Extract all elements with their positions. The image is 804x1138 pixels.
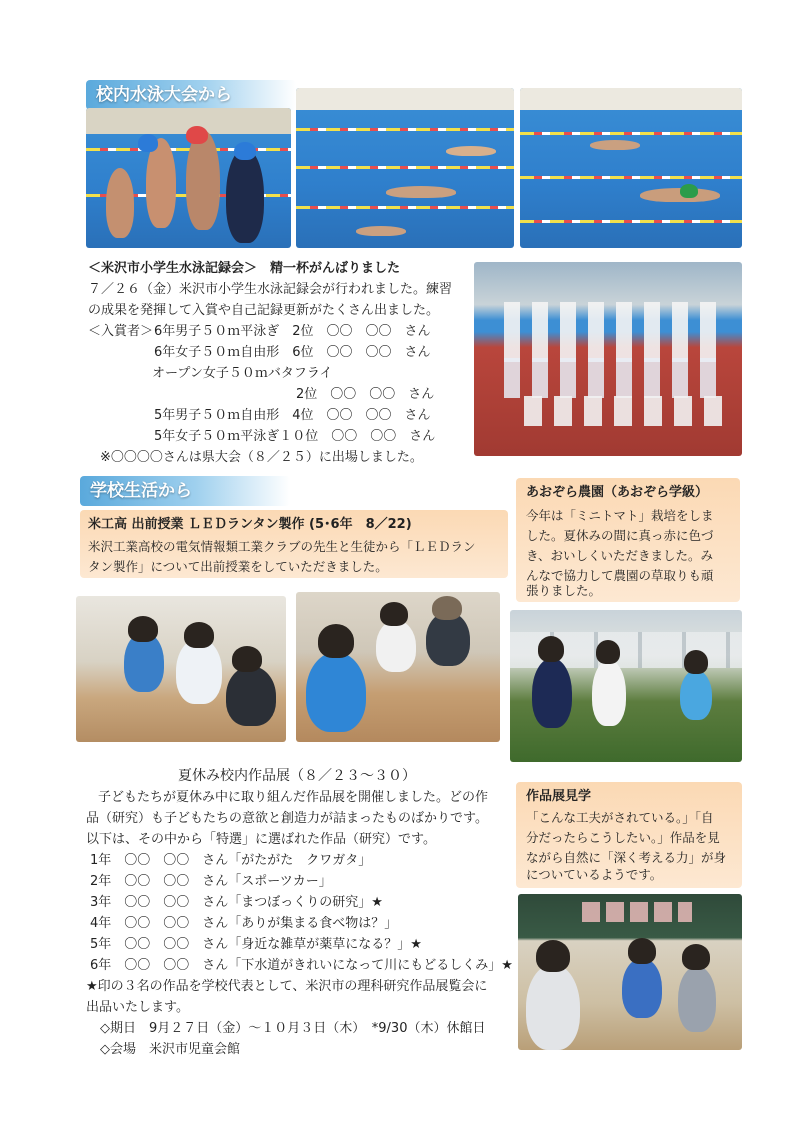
swim-banner-label: 校内水泳大会から xyxy=(96,85,232,105)
farm-line: 張りました。 xyxy=(526,583,602,598)
swim-body-line-1: ７／２６（金）米沢市小学生水泳記録会が行われました。練習 xyxy=(88,282,453,297)
exhibit-work: 4年 〇〇 〇〇 さん「ありが集まる食べ物は？」 xyxy=(90,916,398,931)
awards-label: ＜入賞者＞ xyxy=(88,324,154,339)
award-item: 6年男子５０ｍ平泳ぎ 2位 〇〇 〇〇 さん xyxy=(154,324,431,339)
exhibit-work: 3年 〇〇 〇〇 さん「まつぼっくりの研究」★ xyxy=(90,895,383,910)
exhibit-star-note: 出品いたします。 xyxy=(86,1000,189,1015)
exhibit-visit-line: 分だったらこうしたい。」作品を見 xyxy=(526,830,720,845)
award-item: オープン女子５０ｍバタフライ xyxy=(152,366,333,381)
farm-card xyxy=(516,478,740,602)
led-workshop-photo-2 xyxy=(296,592,500,742)
school-section-banner xyxy=(80,476,290,506)
exhibit-work: 5年 〇〇 〇〇 さん「身近な雑草が薬草になる？」★ xyxy=(90,937,422,952)
swim-team-photo xyxy=(474,262,742,456)
swimmers-photo-1 xyxy=(296,88,514,248)
exhibit-work: 1年 〇〇 〇〇 さん「がたがた クワガタ」 xyxy=(90,853,372,868)
led-workshop-card xyxy=(80,510,508,578)
farm-photo xyxy=(510,610,742,762)
exhibit-star-note: ★印の３名の作品を学校代表として、米沢市の理科研究作品展覧会に xyxy=(86,979,488,994)
farm-line: んなで協力して農園の草取りも頑 xyxy=(526,568,714,583)
exhibit-intro-line: 子どもたちが夏休み中に取り組んだ作品展を開催しました。どの作 xyxy=(98,790,489,805)
exhibit-visit-line: についているようです。 xyxy=(526,867,663,882)
exhibit-visit-title: 作品展見学 xyxy=(526,789,592,804)
exhibit-venue: ◇会場 米沢市児童会館 xyxy=(100,1042,240,1057)
award-item: 5年男子５０ｍ自由形 4位 〇〇 〇〇 さん xyxy=(154,408,431,423)
school-banner-label: 学校生活から xyxy=(90,481,192,501)
exhibit-work: 2年 〇〇 〇〇 さん「スポーツカー」 xyxy=(90,874,332,889)
poolside-kids-photo xyxy=(86,108,291,248)
farm-line: した。夏休みの間に真っ赤に色づ xyxy=(526,528,714,543)
led-workshop-photo-1 xyxy=(76,596,286,742)
exhibit-intro-line: 以下は、その中から「特選」に選ばれた作品（研究）です。 xyxy=(86,832,436,847)
exhibit-heading: 夏休み校内作品展（８／２３～３０） xyxy=(178,768,416,784)
farm-line: 今年は「ミニトマト」栽培をしま xyxy=(526,508,714,523)
swim-section-banner xyxy=(86,80,296,110)
farm-line: き、おいしくいただきました。み xyxy=(526,548,714,563)
exhibit-visit-line: ながら自然に「深く考える力」が身 xyxy=(526,850,727,865)
swim-heading: ＜米沢市小学生水泳記録会＞ 精一杯がんばりました xyxy=(88,261,401,276)
exhibit-visit-line: 「こんな工夫がされている。」「自 xyxy=(526,810,714,825)
award-item: 2位 〇〇 〇〇 さん xyxy=(296,387,435,402)
led-workshop-title: 米工高 出前授業 ＬＥＤランタン製作 (5･6年 8／22) xyxy=(88,517,412,532)
led-workshop-line-1: 米沢工業高校の電気情報類工業クラブの先生と生徒から「ＬＥＤラン xyxy=(88,539,476,554)
exhibit-visit-photo xyxy=(518,894,742,1050)
swim-note: ※〇〇〇〇さんは県大会（８／２５）に出場しました。 xyxy=(100,450,423,465)
exhibit-intro-line: 品（研究）も子どもたちの意欲と創造力が詰まったものばかりです。 xyxy=(86,811,488,826)
farm-title: あおぞら農園（あおぞら学級） xyxy=(526,485,709,500)
award-item: 6年女子５０ｍ自由形 6位 〇〇 〇〇 さん xyxy=(154,345,431,360)
exhibit-visit-card xyxy=(516,782,742,888)
swimmers-photo-2 xyxy=(520,88,742,248)
award-item: 5年女子５０ｍ平泳ぎ１０位 〇〇 〇〇 さん xyxy=(154,429,436,444)
exhibit-period: ◇期日 9月２７日（金）～１０月３日（木） *9/30（木）休館日 xyxy=(100,1021,486,1036)
led-workshop-line-2: タン製作」について出前授業をしていただきました。 xyxy=(88,559,388,574)
exhibit-work: 6年 〇〇 〇〇 さん「下水道がきれいになって川にもどるしくみ」★ xyxy=(90,958,513,973)
swim-body-line-2: の成果を発揮して入賞や自己記録更新がたくさん出ました。 xyxy=(88,303,440,318)
